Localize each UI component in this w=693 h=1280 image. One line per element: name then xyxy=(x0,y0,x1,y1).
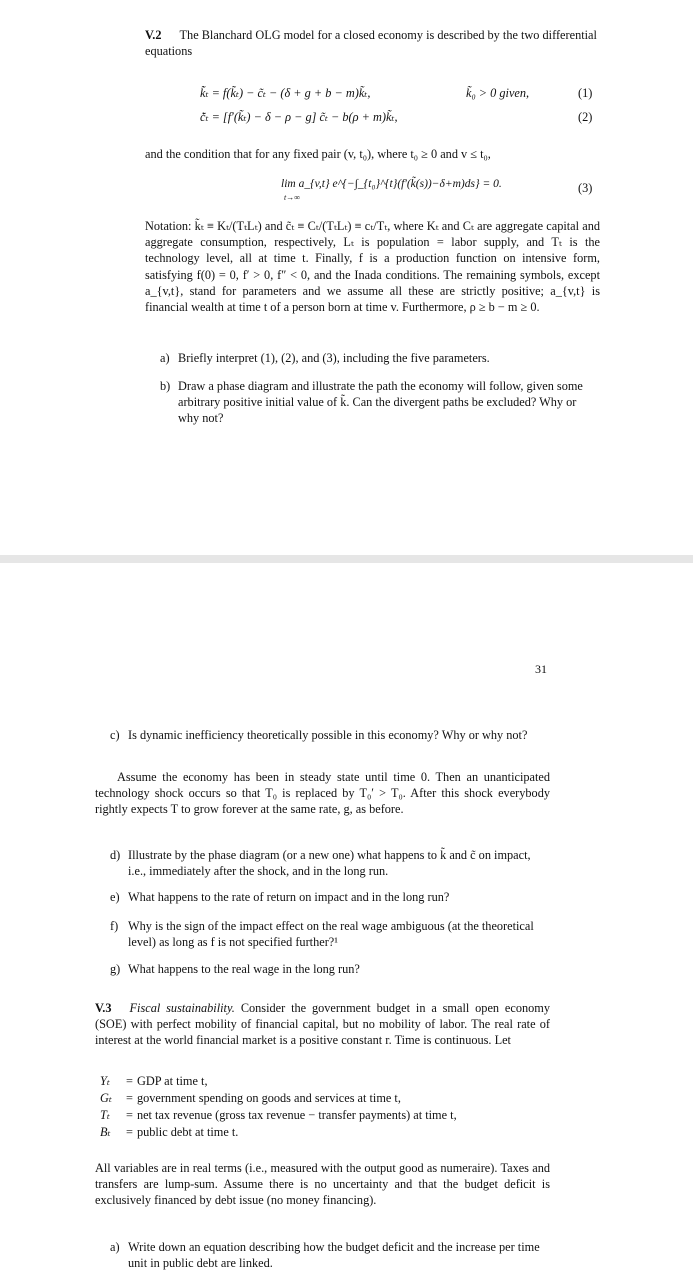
definition-description: government spending on goods and services at time t, xyxy=(136,1091,401,1105)
equation-1: k̃̇ₜ = f(k̃ₜ) − c̃ₜ − (δ + g + b − m)k̃ₜ, xyxy=(200,86,371,100)
condition-text: and the condition that for any fixed pair (v, t₀), where t₀ ≥ 0 and v ≤ t₀, xyxy=(145,147,491,161)
problem-v3-intro-block xyxy=(95,1000,550,1049)
definition-description: GDP at time t, xyxy=(136,1074,208,1088)
equation-3-number: (3) xyxy=(578,181,593,195)
definition-row xyxy=(100,1091,461,1108)
definition-symbol: Tₜ xyxy=(100,1108,110,1122)
question-label: e) xyxy=(110,890,120,904)
definition-row xyxy=(100,1125,461,1142)
question-b xyxy=(160,378,600,427)
definition-equals: = xyxy=(126,1091,133,1105)
question-e xyxy=(110,889,550,905)
problem-label: V.2 xyxy=(145,28,162,42)
question-c xyxy=(110,727,550,743)
question-label: b) xyxy=(160,379,171,393)
question-label: a) xyxy=(110,1240,120,1254)
problem-title: Fiscal sustainability. xyxy=(129,1001,235,1015)
equation-2: c̃̇ₜ = [f′(k̃ₜ) − δ − ρ − g] c̃ₜ − b(ρ + m)k̃ₜ, xyxy=(200,110,398,124)
page-1 xyxy=(0,0,693,555)
equation-3-limit-subscript: t→∞ xyxy=(284,193,300,202)
definition-row xyxy=(100,1074,461,1091)
page-2 xyxy=(0,563,693,1280)
problem-label: V.3 xyxy=(95,1001,112,1015)
question-text: Draw a phase diagram and illustrate the path the economy will follow, given some arbitrary positive initial value of k̃. Can the divergent paths be excluded? Why or why not? xyxy=(178,379,583,426)
definition-row xyxy=(100,1108,461,1125)
page-separator xyxy=(0,555,693,563)
definition-equals: = xyxy=(126,1108,133,1122)
problem-intro: Consider the government budget in a small open economy (SOE) with perfect mobility of financial capital, but no mobility of labor. The real rate of interest at the world financial market is a positive constant r. Time is continuous. Let xyxy=(95,1001,550,1048)
question-text: Is dynamic inefficiency theoretically possible in this economy? Why or why not? xyxy=(128,728,528,742)
definition-symbol: Yₜ xyxy=(100,1074,110,1088)
question-text: What happens to the real wage in the long run? xyxy=(128,962,360,976)
notation-paragraph: Notation: k̃ₜ ≡ Kₜ/(TₜLₜ) and c̃ₜ ≡ Cₜ/(TₜLₜ) ≡ cₜ/Tₜ, where Kₜ and Cₜ are aggregate capital and aggregate consumption, respectively, Lₜ is population = labor supply, and Tₜ is the technology level, all at time t. Finally, f is a production function on intensive form, satisfying f(0) = 0, f′ > 0, f″ < 0, and the Inada conditions. The remaining symbols, except a_{v,t}, stand for parameters and we assume all these are strictly positive; a_{v,t} is financial wealth at time t of a person born at time v. Furthermore, ρ ≥ b − m ≥ 0. xyxy=(145,219,600,315)
question-text: What happens to the rate of return on impact and in the long run? xyxy=(128,890,450,904)
question-text: Illustrate by the phase diagram (or a new one) what happens to k̃ and c̃ on impact, i.e., immediately after the shock, and in the long run. xyxy=(128,848,531,879)
equation-1-number: (1) xyxy=(578,86,593,100)
question-text: Briefly interpret (1), (2), and (3), including the five parameters. xyxy=(178,351,490,365)
equation-1-initial-condition: k̃₀ > 0 given, xyxy=(466,86,530,100)
problem-v2-intro-block xyxy=(145,27,600,59)
question-label: c) xyxy=(110,728,120,742)
definition-symbol: Bₜ xyxy=(100,1125,111,1139)
definition-description: public debt at time t. xyxy=(136,1125,239,1139)
question-text: Why is the sign of the impact effect on the real wage ambiguous (at the theoretical level) as long as f is not specified further?¹ xyxy=(128,919,534,950)
question-label: f) xyxy=(110,919,119,933)
definition-symbol: Gₜ xyxy=(100,1091,112,1105)
question-label: d) xyxy=(110,848,121,862)
question-text: Write down an equation describing how the budget deficit and the increase per time unit in public debt are linked. xyxy=(128,1240,540,1271)
assumptions-paragraph: All variables are in real terms (i.e., measured with the output good as numeraire). Taxes and transfers are lump-sum. Assume there is no uncertainty and that the budget deficit is exclusively financed by debt issue (no money financing). xyxy=(95,1161,550,1208)
page-number: 31 xyxy=(535,662,547,676)
question-label: g) xyxy=(110,962,121,976)
definition-equals: = xyxy=(126,1074,133,1088)
question-d xyxy=(110,847,550,879)
question-g xyxy=(110,961,550,977)
equation-3: lim a_{v,t} e^{−∫_{t₀}^{t}(f′(k̃(s))−δ+m)ds} = 0. xyxy=(281,178,502,190)
definition-description: net tax revenue (gross tax revenue − transfer payments) at time t, xyxy=(136,1108,457,1122)
definition-equals: = xyxy=(126,1125,133,1139)
shock-paragraph: Assume the economy has been in steady state until time 0. Then an unanticipated technology shock occurs so that T₀ is replaced by T₀′ > T₀. After this shock everybody rightly expects T to grow forever at the same rate, g, as before. xyxy=(95,770,550,817)
variable-definitions xyxy=(100,1074,461,1142)
equation-2-number: (2) xyxy=(578,110,593,124)
problem-intro: The Blanchard OLG model for a closed economy is described by the two differential equations xyxy=(145,28,597,59)
question-f xyxy=(110,918,550,950)
question-a xyxy=(160,350,600,366)
question-label: a) xyxy=(160,351,170,365)
question-v3-a xyxy=(110,1239,550,1271)
